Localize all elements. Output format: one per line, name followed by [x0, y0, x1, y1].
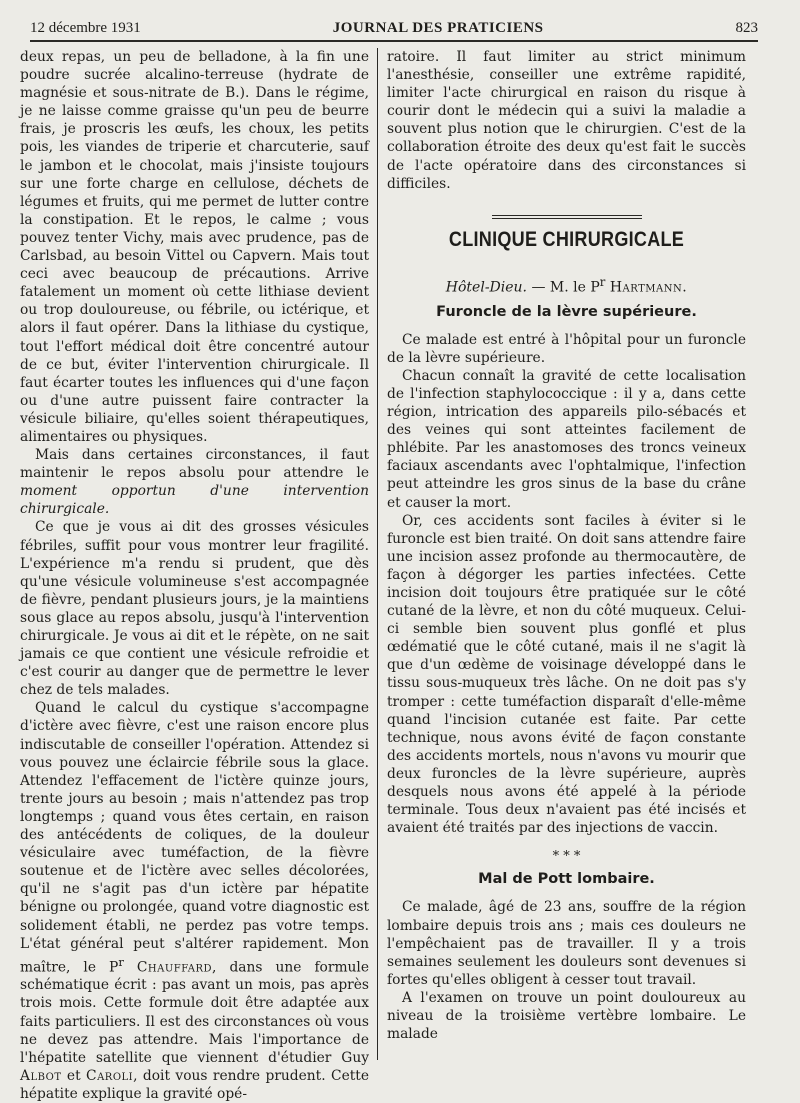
emphasis: moment opportun d'une intervention chirurgicale.	[20, 483, 369, 518]
right-column	[387, 48, 746, 1043]
left-column	[20, 48, 369, 1103]
paragraph: Or, ces accidents sont faciles à éviter si le furoncle est bien traité. On doit sans attendre faire une incision assez profonde au thermocautère, de façon à dégorger les parties infectées. Cette incision doit toujours être pratiquée sur le côté cutané de la lèvre, et non du côté muqueux. Celui-ci semble bien souvent plus gonflé et plus œdématié que le côté cutané, mais il ne s'agit là que d'un œdème de voisinage développé dans le tissu sous-muqueux très lâche. On ne doit pas s'y tromper : cette tuméfaction disparaît d'elle-même quand l'incision cutanée est faite. Par cette technique, nous avons évité de façon constante des accidents mortels, nous n'avons vu mourir que deux furoncles de la lèvre supérieure, auprès desquels nous avons été appelé à la période terminale. Tous deux n'avaient pas été incisés et avaient été traités par des injections de vaccin.	[387, 512, 746, 837]
author-name: Hartmann.	[609, 279, 688, 296]
journal-title: JOURNAL DES PRATICIENS	[332, 19, 544, 36]
paragraph: ratoire. Il faut limiter au strict minimum l'anesthésie, conseiller une extrême rapidité, limiter l'acte chirurgical en raison du risque à courir dont le médecin qui a suivi la maladie a souvent plus notion que le chirurgien. C'est de la collaboration étroite des deux qu'est fait le succès de l'acte opératoire dans des circonstances si difficiles.	[387, 49, 746, 192]
author-name: Albot	[20, 1067, 62, 1084]
case-title: Furoncle de la lèvre supérieure.	[436, 303, 697, 320]
header-rule	[30, 40, 758, 42]
case-title: Mal de Pott lombaire.	[478, 871, 655, 888]
paragraph: deux repas, un peu de belladone, à la fin une poudre sucrée alcalino-terreuse (hydrate de magnésie et sous-nitrate de B.). Dans le régime, je ne laisse comme graisse qu'un peu de beurre frais, je proscris les œufs, les choux, les petits pois, les viandes de triperie et charcuterie, sauf le jambon et le chocolat, mais j'insiste toujours sur une forte charge en cellulose, déchets de légumes et fruits, qui me permet de lutter contre la constipation. Et le repos, le calme ; vous pouvez tenter Vichy, mais avec prudence, pas de Carlsbad, au besoin Vittel ou Capvern. Mais tout ceci avec beaucoup de précautions. Arrive fatalement un moment où cette lithiase devient ou trop douloureuse, ou fébrile, ou ictérique, et alors il faut opérer. Dans la lithiase du cystique, tout l'effort médical doit être concentré autour de ce but, éviter l'intervention chirurgicale. Il faut écarter toutes les influences qui d'une façon ou d'une autre puissent faire contracter la vésicule biliaire, qu'elles soient thérapeutiques, alimentaires ou physiques.	[20, 49, 369, 445]
page-number: 823	[735, 19, 758, 36]
author-name: Chauffard	[136, 959, 213, 976]
paragraph: Ce malade est entré à l'hôpital pour un furoncle de la lèvre supérieure.	[387, 331, 746, 366]
column-divider	[377, 48, 378, 1060]
asterism: * * *	[552, 849, 581, 865]
paragraph: A l'examen on trouve un point douloureux au niveau de la troisième vertèbre lombaire. Le malade	[387, 989, 746, 1043]
author-name: Caroli	[86, 1067, 134, 1084]
issue-date: 12 décembre 1931	[30, 19, 141, 36]
paragraph: Chacun connaît la gravité de cette localisation de l'infection staphylococcique : il y a, dans cette région, intrication des appareils pilo-sébacés et des veines qui sont atteintes facilement de phlébite. Par les anastomoses des troncs veineux faciaux ascendants avec l'ophtalmique, l'infection peut atteindre les gros sinus de la base du crâne et causer la mort.	[387, 367, 746, 511]
paragraph: Ce que je vous ai dit des grosses vésicules fébriles, suffit pour vous montrer leur fragilité. L'expérience m'a rendu si prudent, que dès qu'une vésicule volumineuse s'est accompagnée de fièvre, pendant plusieurs jours, je la maintiens sous glace au repos absolu, jusqu'à l'intervention chirurgicale. Je vous ai dit et le répète, on ne sait jamais ce que contient une vésicule refroidie et c'est courir au danger que de permettre le lever chez de tels malades.	[20, 519, 369, 699]
section-byline: Hôtel-Dieu. — M. le $P^r$ Hartmann.	[445, 274, 688, 296]
paragraph: Quand le calcul du cystique s'accompagne d'ictère avec fièvre, c'est une raison encore plus indiscutable de conseiller l'opération. Attendez si vous pouvez une éclaircie fébrile sous la glace. Attendez l'effacement de l'ictère quinze jours, trente jours au besoin ; mais n'attendez pas trop longtemps ; quand vous êtes certain, en raison des antécédents de coliques, de la douleur vésiculaire avec tuméfaction, de la fièvre soutenue et de l'ictère avec selles décolorées, qu'il ne s'agit pas d'un ictère par hépatite bénigne ou prolongée, quand votre diagnostic est solidement établi, ne perdez pas votre temps. L'état général peut s'altérer rapidement. Mon maître, le $P^r$ Chauffard, dans une formule schématique écrit : pas avant un mois, pas après trois mois. Cette formule doit être adaptée aux faits particuliers. Il est des circonstances où vous ne devez pas attendre. Mais l'importance de l'hépatite satellite que viennent d'étudier Guy Albot et Caroli, doit vous rendre prudent. Cette hépatite explique la gravité opé-	[20, 700, 370, 1102]
section-separator	[492, 215, 642, 219]
section-title: CLINIQUE CHIRURGICALE	[448, 227, 685, 251]
running-header	[30, 16, 758, 40]
paragraph: Mais dans certaines circonstances, il faut maintenir le repos absolu pour attendre le moment opportun d'une intervention chirurgicale.	[20, 447, 369, 518]
paragraph: Ce malade, âgé de 23 ans, souffre de la région lombaire depuis trois ans ; mais ces douleurs ne l'empêchaient pas de travailler. Il y a trois semaines seulement les douleurs sont devenues si fortes qu'elles obligent à cesser tout travail.	[387, 899, 746, 988]
